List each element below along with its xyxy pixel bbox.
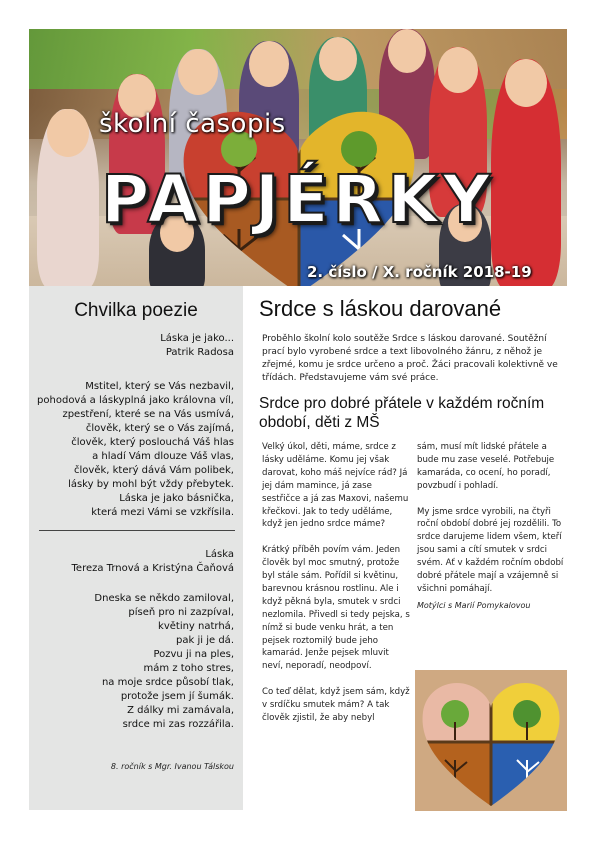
background-shelf [29, 29, 567, 89]
sidebar-credit: 8. ročník s Mgr. Ivanou Tálskou [110, 762, 234, 771]
poem-title: Láska [205, 549, 234, 560]
poem-line: která mezi Vámi se vzkřísila. [91, 507, 234, 518]
poem-author: Patrik Radosa [165, 347, 234, 358]
paragraph: Krátký příběh povím vám. Jeden člověk byl moc smutný, protože byl stále sám. Pořídil si květinu, barevnou krásnou rostlinu. Ale i když pěkná byla, smutek v srdci nezlomila. Přivedl si tedy pejska, s nímž si bude venku hrát, a ten pejsek roztomilý bude jeho kamarád. Jenže pejsek mluvit neví, neporadí, neodpoví. [262, 545, 410, 672]
child-figure [491, 59, 561, 286]
article-title: Srdce s láskou darované [259, 296, 502, 321]
paragraph: Co teď dělat, když jsem sám, když v srdíčku smutek mám? A tak člověk zjistil, že aby nebyl [262, 687, 410, 723]
poem-line: člověk, který poslouchá Váš hlas [71, 437, 234, 448]
poem-body [34, 592, 234, 732]
heart-artwork-image [415, 670, 567, 811]
poem-line: mám z toho stres, [143, 663, 234, 674]
poem-line: a hladí Vám dlouze Váš vlas, [92, 451, 234, 462]
poem-line: člověk, který dává Vám polibek, [74, 465, 234, 476]
poem-line: Mstitel, který se Vás nezbavil, [85, 381, 234, 392]
poem-line: na moje srdce působí tlak, [101, 677, 234, 688]
masthead-title: PAPJÉRKY [101, 161, 495, 238]
paragraph: My jsme srdce vyrobili, na čtyři roční období dobré jej rozdělili. To srdce darujeme lidem všem, kteří jsou sami a cítí smutek v srdci svém. Ať v každém ročním období dobré přátele mají a vzájemně si všichni pomáhají. [417, 506, 564, 594]
cover-photo [29, 29, 567, 286]
article-column-left [262, 441, 412, 738]
poem-body [34, 380, 234, 520]
article-lead: Proběhlo školní kolo soutěže Srdce s láskou darované. Soutěžní prací bylo vyrobené srdce a text libovolného žánru, z něhož je zřejmé, komu je srdce určeno a proč. Žáci pracovali kolektivně ve třídách. Představujeme vám své práce. [262, 334, 558, 383]
poem-line: Dneska se někdo zamiloval, [94, 593, 234, 604]
heart-artwork-photo [415, 670, 567, 811]
divider [39, 530, 235, 531]
poem-line: zpestření, které se na Vás usmívá, [62, 409, 234, 420]
poem-line: lásky by mohl být vždy přebytek. [68, 479, 234, 490]
paragraph: sám, musí mít lidské přátele a bude mu zase veselé. Potřebuje kamaráda, co ocení, ho poradí, povzbudí i pohladí. [417, 442, 555, 491]
poem-line: protože jsem jí šumák. [120, 691, 234, 702]
poem-line: člověk, který se o Vás zajímá, [85, 423, 234, 434]
poem-header [34, 332, 234, 360]
paragraph: Velký úkol, děti, máme, srdce z lásky uděláme. Komu jej však darovat, koho máš nejvíce rád? Já jej dám mamince, já zase sestřičce a já zas Maxovi, našemu křečkovi. Jak to tedy uděláme, když jen jedno srdce máme? [262, 442, 409, 530]
poem-line: píseň pro ni zazpíval, [128, 607, 234, 618]
poem-line: pohodová a láskyplná jako královna víl, [37, 395, 234, 406]
masthead-label: školní časopis [99, 109, 286, 139]
sidebar-heading: Chvilka poezie [74, 300, 198, 321]
article-column-right [417, 441, 567, 613]
poem-author: Tereza Trnová a Kristýna Čaňová [71, 563, 234, 574]
article-credit: Motýlci s Marií Pomykalovou [417, 600, 531, 610]
article-subtitle: Srdce pro dobré přátele v každém ročním období, děti z MŠ [259, 395, 545, 431]
poetry-sidebar [29, 286, 243, 810]
poem-line: srdce mi zas rozzářila. [122, 719, 234, 730]
poem-title: Láska je jako... [160, 333, 234, 344]
poem-line: pak ji je dá. [176, 635, 234, 646]
poem-line: Pozvu ji na ples, [153, 649, 234, 660]
issue-info: 2. číslo / X. ročník 2018-19 [307, 263, 532, 281]
poem-line: květiny natrhá, [158, 621, 234, 632]
child-figure [37, 109, 99, 286]
poem-line: Z dálky mi zamávala, [127, 705, 234, 716]
poem-line: Láska je jako básnička, [119, 493, 234, 504]
poem-header [34, 548, 234, 576]
